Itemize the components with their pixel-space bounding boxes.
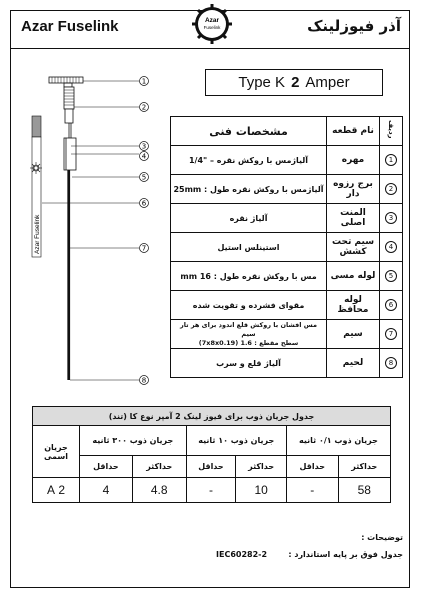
group-300-header: جریان ذوب ۳۰۰ ثانیه [80, 426, 187, 456]
spec-row: 3 المنت اصلی آلیاژ نقره [171, 204, 403, 233]
fuselink-diagram [20, 68, 170, 398]
side-label-text: Azar Fuselink [34, 214, 41, 254]
spec-row: 1 مهره آلیاژمس با روکش نقره – "1/4 [171, 146, 403, 175]
svg-text:8: 8 [141, 376, 147, 385]
callout-numbers [140, 77, 149, 385]
svg-text:3: 3 [141, 142, 147, 151]
svg-text:5: 5 [141, 173, 147, 182]
callout-7 [140, 244, 149, 253]
col-spec-header: مشخصات فنی [171, 117, 327, 146]
spec-row: 2 برج رزوه دار آلیاژمس با روکش نقره طول : 25mm [171, 175, 403, 204]
current-table-title: جدول جریان ذوب برای فیوز لینک 2 آمپر نوع کا (تند) [33, 407, 391, 426]
callout-2 [140, 103, 149, 112]
svg-text:7: 7 [141, 244, 147, 253]
type-rating-box [205, 69, 383, 96]
type-label: Type K [238, 74, 286, 91]
company-logo [192, 4, 232, 44]
callout-8 [140, 376, 149, 385]
spec-row: 8 لحیم آلیاژ قلع و سرب [171, 349, 403, 378]
brand-persian: آذر فیوزلینک [307, 17, 401, 35]
notes-standard: IEC60282-2 [216, 550, 268, 559]
rating-value: 2 [291, 74, 300, 91]
rating-unit: Amper [305, 74, 350, 91]
callout-1 [140, 77, 149, 86]
group-10-header: جریان ذوب ۱۰ ثانیه [186, 426, 286, 456]
spec-row: 6 لوله محافظ مقوای فشرده و تقویت شده [171, 291, 403, 320]
threaded-stud [64, 87, 74, 138]
notes-text: جدول فوق بر پایه استاندارد : [288, 550, 403, 559]
logo-text-azar: Azar [204, 17, 220, 24]
svg-text:1: 1 [141, 77, 147, 86]
spec-row: 7 سیم مس افشان با روکش قلع اندود برای هر تار سیم سطح مقطع : 1.6 (7x8x0.19) [171, 320, 403, 349]
col-part-header: نام قطعه [327, 117, 380, 146]
svg-text:6: 6 [141, 199, 147, 208]
callout-6 [140, 199, 149, 208]
callout-3 [140, 142, 149, 151]
callout-4 [140, 152, 149, 161]
specs-table [170, 116, 403, 378]
callout-5 [140, 173, 149, 182]
spec-row: 4 سیم تحت کشش استینلس استیل [171, 233, 403, 262]
header-divider [10, 48, 410, 49]
logo-text-fuselink: Fuselink [203, 25, 221, 30]
side-label-bar [32, 116, 41, 257]
nut-part [49, 77, 83, 87]
brand-english: Azar Fuselink [21, 18, 119, 35]
group-01-header: جریان ذوب ۰/۱ ثانیه [286, 426, 390, 456]
current-values-row: 58 - 10 - 4.8 4 2 A [33, 478, 391, 503]
svg-text:4: 4 [141, 152, 147, 161]
col-num-header: ردیف [380, 117, 403, 146]
svg-text:2: 2 [141, 103, 147, 112]
spec-row: 5 لوله مسی مس با روکش نقره طول : 16 mm [171, 262, 403, 291]
leader-lines [42, 81, 139, 380]
notes-title: توضیحات : [361, 533, 403, 542]
melting-current-table: جدول جریان ذوب برای فیوز لینک 2 آمپر نوع کا (تند) جریان ذوب ۰/۱ ثانیه جریان ذوب ۱۰ ثانیه جریان ذوب ۳۰۰ ثانیه جریان اسمی حداکثر حداقل حداکثر حداقل حداکثر حداقل 58 - 10 - 4.8 4 2 A [32, 406, 391, 503]
nominal-header: جریان اسمی [33, 426, 80, 478]
